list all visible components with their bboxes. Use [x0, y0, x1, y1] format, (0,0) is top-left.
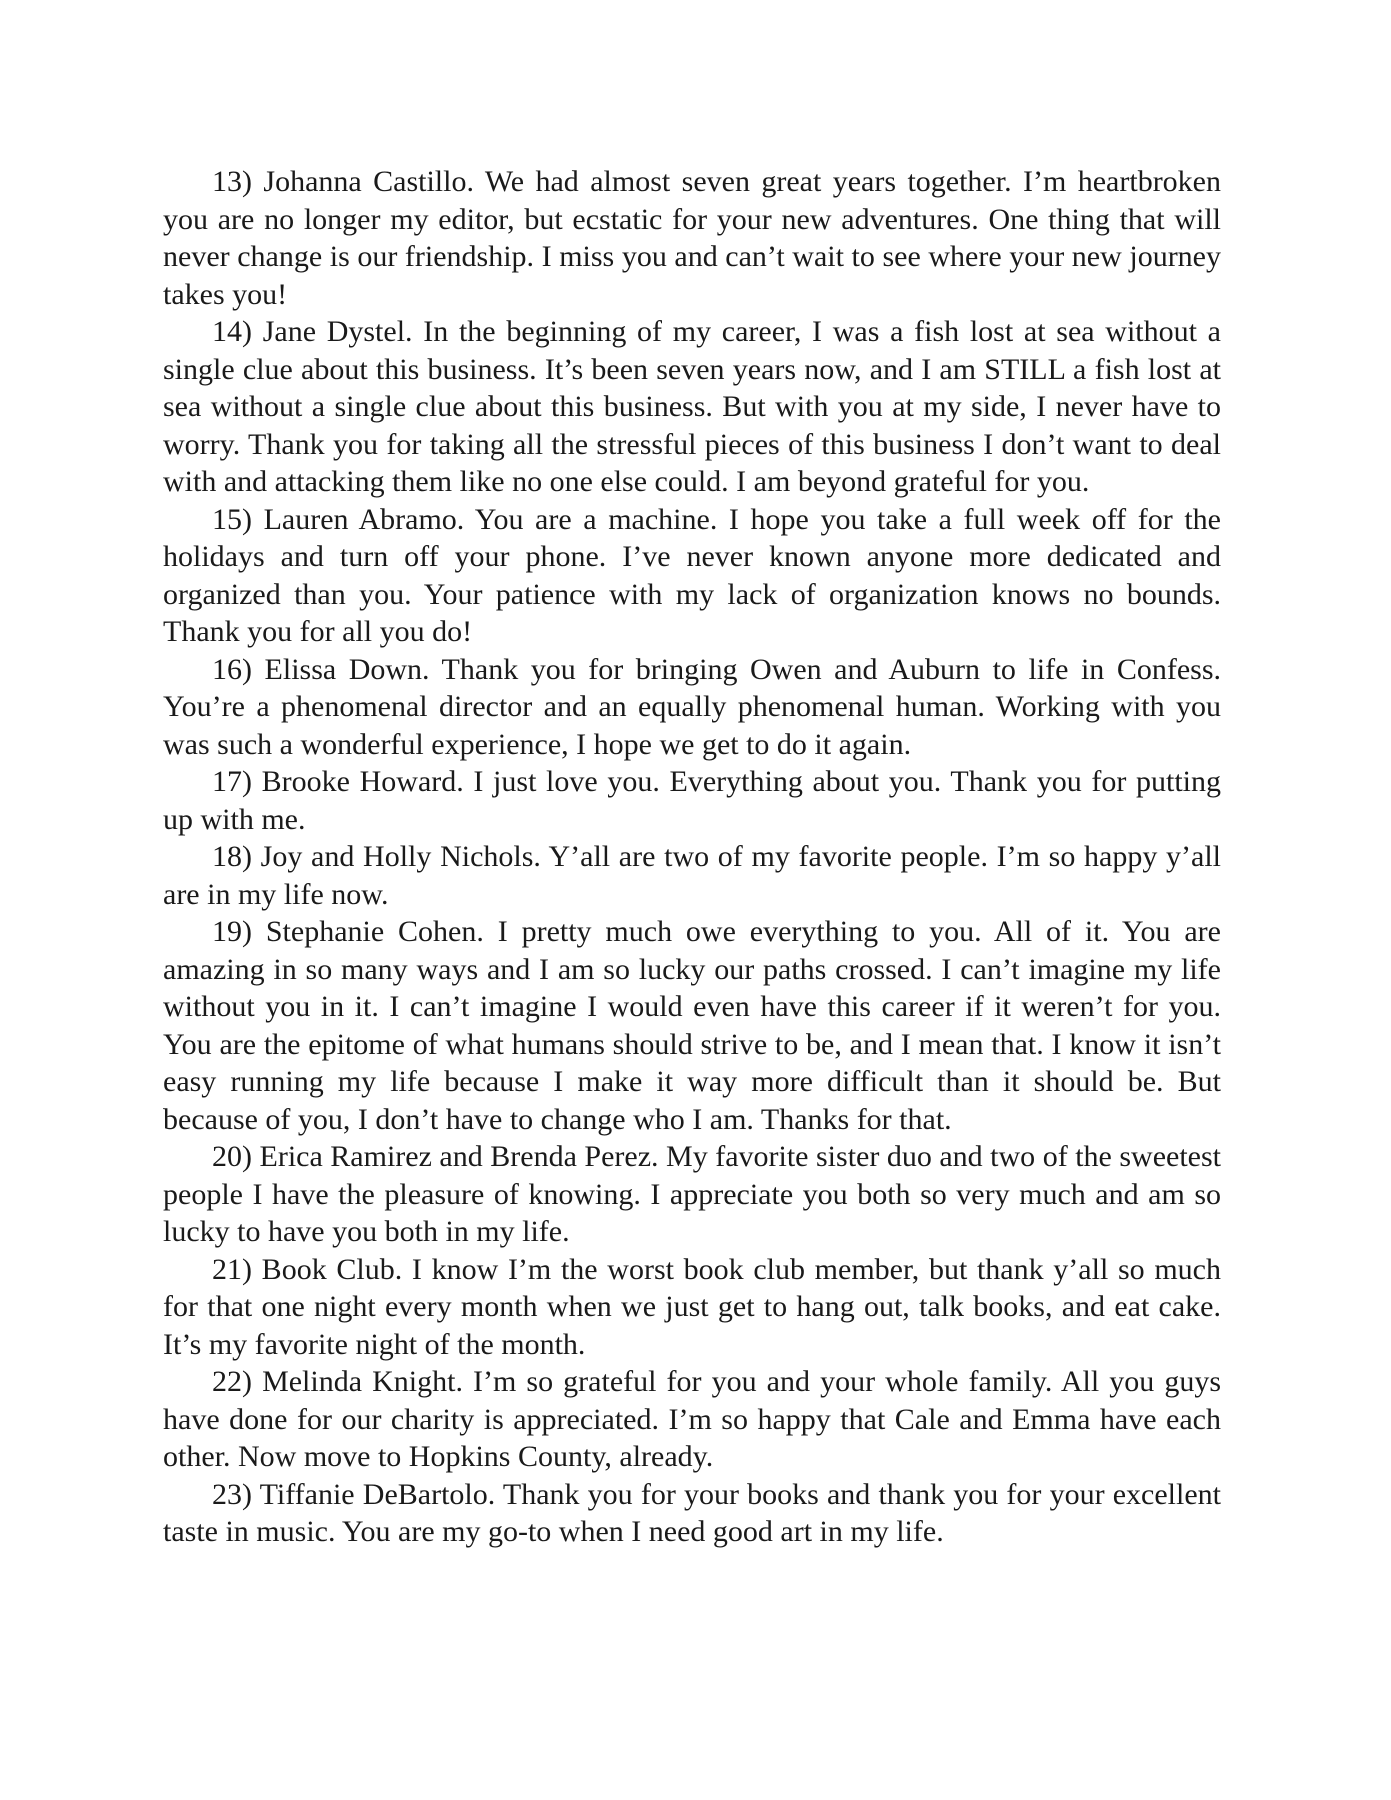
paragraph-13-johanna-castillo: 13) Johanna Castillo. We had almost seven great years together. I’m heartbroken you are no longer my editor, but ecstatic for your new adventures. One thing that will never change is our friendship. I miss you and can’t wait to see where your new journey takes you!	[163, 165, 1221, 311]
paragraph-17-brooke-howard: 17) Brooke Howard. I just love you. Everything about you. Thank you for putting up with me.	[163, 765, 1221, 836]
paragraph-14-jane-dystel: 14) Jane Dystel. In the beginning of my career, I was a fish lost at sea without a single clue about this business. It’s been seven years now, and I am STILL a fish lost at sea without a single clue about this business. But with you at my side, I never have to worry. Thank you for taking all the stressful pieces of this business I don’t want to deal with and attacking them like no one else could. I am beyond grateful for you.	[163, 315, 1221, 498]
paragraph-21-book-club: 21) Book Club. I know I’m the worst book club member, but thank y’all so much for that one night every month when we just get to hang out, talk books, and eat cake. It’s my favorite night of the month.	[163, 1252, 1221, 1361]
page-body	[163, 163, 1221, 1551]
paragraph-18-joy-holly-nichols: 18) Joy and Holly Nichols. Y’all are two of my favorite people. I’m so happy y’all are in my life now.	[163, 840, 1221, 911]
paragraph-19-stephanie-cohen: 19) Stephanie Cohen. I pretty much owe everything to you. All of it. You are amazing in so many ways and I am so lucky our paths crossed. I can’t imagine my life without you in it. I can’t imagine I would even have this career if it weren’t for you. You are the epitome of what humans should strive to be, and I mean that. I know it isn’t easy running my life because I make it way more difficult than it should be. But because of you, I don’t have to change who I am. Thanks for that.	[163, 915, 1221, 1136]
paragraph-20-erica-ramirez-brenda-perez: 20) Erica Ramirez and Brenda Perez. My favorite sister duo and two of the sweetest people I have the pleasure of knowing. I appreciate you both so very much and am so lucky to have you both in my life.	[163, 1140, 1221, 1248]
paragraph-16-elissa-down: 16) Elissa Down. Thank you for bringing Owen and Auburn to life in Confess. You’re a phenomenal director and an equally phenomenal human. Working with you was such a wonderful experience, I hope we get to do it again.	[163, 652, 1221, 761]
paragraph-23-tiffanie-debartolo: 23) Tiffanie DeBartolo. Thank you for your books and thank you for your excellent taste in music. You are my go-to when I need good art in my life.	[163, 1477, 1221, 1548]
paragraph-15-lauren-abramo: 15) Lauren Abramo. You are a machine. I hope you take a full week off for the holidays and turn off your phone. I’ve never known anyone more dedicated and organized than you. Your patience with my lack of organization knows no bounds. Thank you for all you do!	[163, 502, 1221, 648]
paragraph-22-melinda-knight: 22) Melinda Knight. I’m so grateful for you and your whole family. All you guys have done for our charity is appreciated. I’m so happy that Cale and Emma have each other. Now move to Hopkins County, already.	[163, 1365, 1221, 1473]
